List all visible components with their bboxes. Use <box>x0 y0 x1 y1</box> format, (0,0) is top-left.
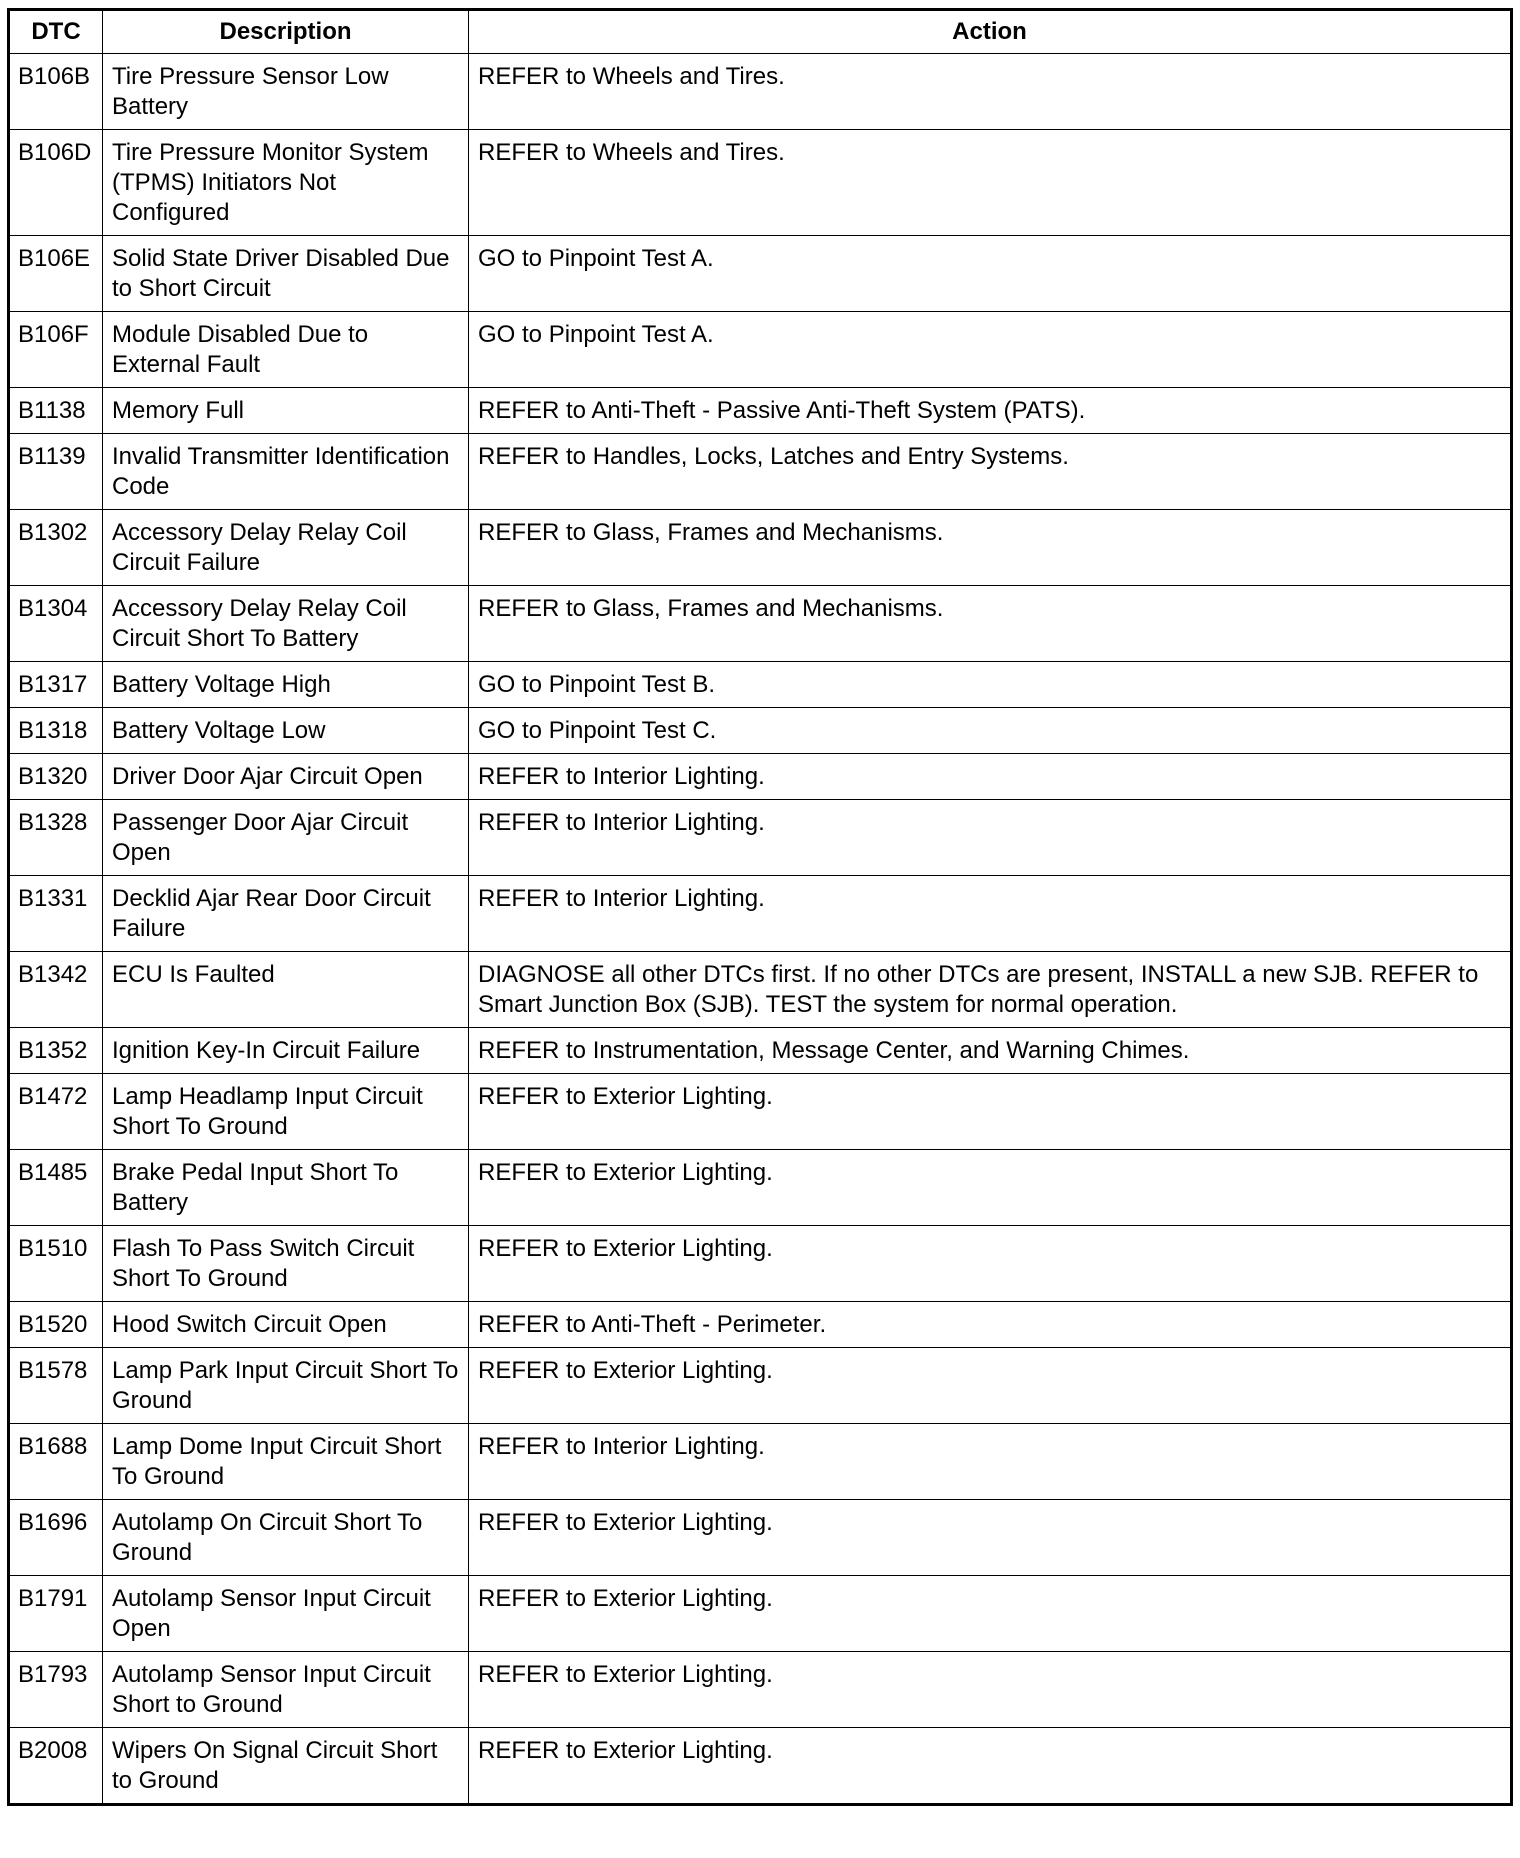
header-action: Action <box>469 10 1512 54</box>
dtc-code: B1578 <box>9 1348 103 1424</box>
dtc-description: Autolamp Sensor Input Circuit Open <box>103 1576 469 1652</box>
dtc-description: Ignition Key-In Circuit Failure <box>103 1028 469 1074</box>
dtc-description: Passenger Door Ajar Circuit Open <box>103 800 469 876</box>
table-row <box>9 662 1512 708</box>
dtc-code: B1138 <box>9 388 103 434</box>
dtc-code: B106E <box>9 236 103 312</box>
dtc-action: REFER to Exterior Lighting. <box>469 1074 1512 1150</box>
dtc-description: Tire Pressure Monitor System (TPMS) Initiators Not Configured <box>103 130 469 236</box>
table-row <box>9 1302 1512 1348</box>
dtc-description: Lamp Headlamp Input Circuit Short To Ground <box>103 1074 469 1150</box>
table-row <box>9 708 1512 754</box>
dtc-description: ECU Is Faulted <box>103 952 469 1028</box>
dtc-description: Module Disabled Due to External Fault <box>103 312 469 388</box>
table-row <box>9 130 1512 236</box>
table-row <box>9 1150 1512 1226</box>
dtc-action: GO to Pinpoint Test A. <box>469 236 1512 312</box>
dtc-code: B1318 <box>9 708 103 754</box>
dtc-code: B1510 <box>9 1226 103 1302</box>
table-body <box>9 54 1512 1805</box>
dtc-description: Lamp Park Input Circuit Short To Ground <box>103 1348 469 1424</box>
table-header <box>9 10 1512 54</box>
dtc-action: REFER to Exterior Lighting. <box>469 1652 1512 1728</box>
table-row <box>9 54 1512 130</box>
dtc-code: B1352 <box>9 1028 103 1074</box>
dtc-action: REFER to Wheels and Tires. <box>469 130 1512 236</box>
dtc-action: REFER to Exterior Lighting. <box>469 1576 1512 1652</box>
table-row <box>9 952 1512 1028</box>
table-row <box>9 586 1512 662</box>
dtc-action: REFER to Exterior Lighting. <box>469 1150 1512 1226</box>
dtc-description: Memory Full <box>103 388 469 434</box>
dtc-description: Battery Voltage Low <box>103 708 469 754</box>
dtc-description: Driver Door Ajar Circuit Open <box>103 754 469 800</box>
table-row <box>9 1576 1512 1652</box>
dtc-description: Accessory Delay Relay Coil Circuit Short To Battery <box>103 586 469 662</box>
dtc-action: REFER to Glass, Frames and Mechanisms. <box>469 510 1512 586</box>
header-row <box>9 10 1512 54</box>
dtc-action: GO to Pinpoint Test B. <box>469 662 1512 708</box>
table-row <box>9 510 1512 586</box>
table-row <box>9 1728 1512 1805</box>
table-row <box>9 236 1512 312</box>
dtc-action: REFER to Glass, Frames and Mechanisms. <box>469 586 1512 662</box>
dtc-description: Invalid Transmitter Identification Code <box>103 434 469 510</box>
header-dtc: DTC <box>9 10 103 54</box>
dtc-code: B1688 <box>9 1424 103 1500</box>
table-row <box>9 1028 1512 1074</box>
header-description: Description <box>103 10 469 54</box>
table-row <box>9 1652 1512 1728</box>
dtc-code: B1472 <box>9 1074 103 1150</box>
table-row <box>9 388 1512 434</box>
dtc-description: Tire Pressure Sensor Low Battery <box>103 54 469 130</box>
dtc-description: Hood Switch Circuit Open <box>103 1302 469 1348</box>
dtc-code: B106D <box>9 130 103 236</box>
dtc-action: REFER to Interior Lighting. <box>469 1424 1512 1500</box>
dtc-description: Flash To Pass Switch Circuit Short To Ground <box>103 1226 469 1302</box>
dtc-code: B1304 <box>9 586 103 662</box>
dtc-description: Autolamp On Circuit Short To Ground <box>103 1500 469 1576</box>
table-row <box>9 1348 1512 1424</box>
table-row <box>9 434 1512 510</box>
dtc-description: Accessory Delay Relay Coil Circuit Failure <box>103 510 469 586</box>
dtc-action: REFER to Interior Lighting. <box>469 876 1512 952</box>
table-row <box>9 312 1512 388</box>
dtc-description: Decklid Ajar Rear Door Circuit Failure <box>103 876 469 952</box>
dtc-code: B1139 <box>9 434 103 510</box>
table-row <box>9 1074 1512 1150</box>
table-row <box>9 1226 1512 1302</box>
dtc-code: B1331 <box>9 876 103 952</box>
dtc-code: B1302 <box>9 510 103 586</box>
dtc-code: B1485 <box>9 1150 103 1226</box>
dtc-action: REFER to Instrumentation, Message Center, and Warning Chimes. <box>469 1028 1512 1074</box>
dtc-action: REFER to Interior Lighting. <box>469 754 1512 800</box>
dtc-action: REFER to Anti-Theft - Perimeter. <box>469 1302 1512 1348</box>
dtc-code: B106B <box>9 54 103 130</box>
dtc-action: REFER to Handles, Locks, Latches and Entry Systems. <box>469 434 1512 510</box>
dtc-action: GO to Pinpoint Test A. <box>469 312 1512 388</box>
dtc-code: B1520 <box>9 1302 103 1348</box>
table-row <box>9 754 1512 800</box>
dtc-action: REFER to Anti-Theft - Passive Anti-Theft System (PATS). <box>469 388 1512 434</box>
dtc-code: B106F <box>9 312 103 388</box>
dtc-description: Battery Voltage High <box>103 662 469 708</box>
dtc-code: B1328 <box>9 800 103 876</box>
table-row <box>9 876 1512 952</box>
dtc-code: B1696 <box>9 1500 103 1576</box>
dtc-action: REFER to Interior Lighting. <box>469 800 1512 876</box>
dtc-code: B1317 <box>9 662 103 708</box>
dtc-table <box>7 8 1513 1806</box>
table-row <box>9 800 1512 876</box>
dtc-description: Wipers On Signal Circuit Short to Ground <box>103 1728 469 1805</box>
dtc-description: Lamp Dome Input Circuit Short To Ground <box>103 1424 469 1500</box>
dtc-code: B1342 <box>9 952 103 1028</box>
table-row <box>9 1424 1512 1500</box>
dtc-code: B2008 <box>9 1728 103 1805</box>
dtc-action: REFER to Wheels and Tires. <box>469 54 1512 130</box>
dtc-description: Brake Pedal Input Short To Battery <box>103 1150 469 1226</box>
dtc-description: Autolamp Sensor Input Circuit Short to Ground <box>103 1652 469 1728</box>
dtc-description: Solid State Driver Disabled Due to Short Circuit <box>103 236 469 312</box>
dtc-action: REFER to Exterior Lighting. <box>469 1348 1512 1424</box>
dtc-action: GO to Pinpoint Test C. <box>469 708 1512 754</box>
table-row <box>9 1500 1512 1576</box>
dtc-code: B1320 <box>9 754 103 800</box>
dtc-action: REFER to Exterior Lighting. <box>469 1226 1512 1302</box>
dtc-code: B1793 <box>9 1652 103 1728</box>
dtc-action: REFER to Exterior Lighting. <box>469 1728 1512 1805</box>
dtc-code: B1791 <box>9 1576 103 1652</box>
dtc-action: REFER to Exterior Lighting. <box>469 1500 1512 1576</box>
dtc-action: DIAGNOSE all other DTCs first. If no other DTCs are present, INSTALL a new SJB. REFER to Smart Junction Box (SJB). TEST the system for normal operation. <box>469 952 1512 1028</box>
